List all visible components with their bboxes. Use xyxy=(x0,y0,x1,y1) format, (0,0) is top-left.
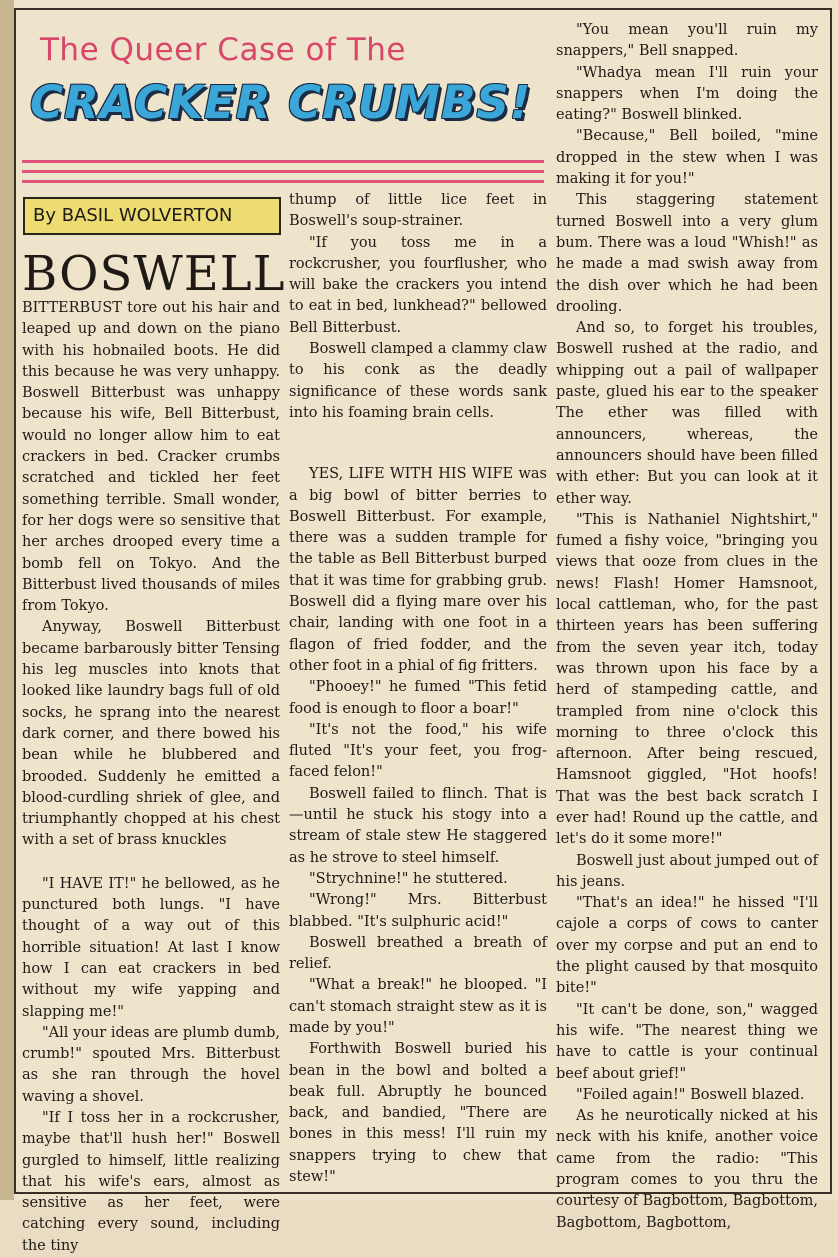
paragraph: Boswell just about jumped out of his jeans. xyxy=(556,852,818,890)
paragraph: Boswell breathed a breath of relief. xyxy=(289,934,547,973)
paragraph: "If you toss me in a rockcrusher, you fourflusher, who will bake the crackers you intend to eat in bed, lunkhead?" bellowed Bell Bitterbust. xyxy=(289,234,547,336)
text-column-3 xyxy=(556,20,818,1234)
paragraph: Boswell clamped a clammy claw to his conk as the deadly significance of these words sank into his foaming brain cells. xyxy=(289,341,547,421)
text-column-2 xyxy=(289,190,547,1188)
lead-word: BOSWELL xyxy=(22,246,286,302)
paragraph: "Phooey!" he fumed "This fetid food is enough to floor a boar!" xyxy=(289,679,547,717)
paragraph: This staggering statement turned Boswell into a very glum bum. There was a loud "Whish!" as he made a mad swish away from the dish over which he had been drooling. xyxy=(556,192,818,315)
paragraph: "Foiled again!" Boswell blazed. xyxy=(576,1086,805,1103)
paragraph: "That's an idea!" he hissed "I'll cajole a corps of cows to canter over my corpse and put an end to the plight caused by that mosquito bite!" xyxy=(556,895,818,997)
author-byline: By BASIL WOLVERTON xyxy=(23,197,281,235)
paragraph: "If I toss her in a rockcrusher, maybe that'll hush her!" Boswell gurgled to himself, little realizing that his wife's ears, almost as sensitive as her feet, were catching every sound, including the tiny xyxy=(22,1109,280,1254)
paragraph: Boswell failed to flinch. That is—until he stuck his stogy into a stream of stale stew He staggered as he strove to steel himself. xyxy=(289,785,547,866)
paragraph: "This is Nathaniel Nightshirt," fumed a fishy voice, "bringing you views that ooze from clues in the news! Flash! Homer Hamsnoot, local cattleman, who, for the past thirteen years has been suffering from the seven year itch, today was thrown upon his face by a herd of stampeding cattle, and trampled from nine o'clock this morning to three o'clock this afternoon. After being rescued, Hamsnoot giggled, "Hot hoofs! That was the best back scratch I ever had! Round up the cattle, and let's do it some more!" xyxy=(556,511,818,848)
paragraph: "What a break!" he blooped. "I can't stomach straight stew as it is made by you!" xyxy=(289,977,547,1036)
paragraph: "Because," Bell boiled, "mine dropped in the stew when I was making it for you!" xyxy=(556,128,818,188)
paragraph: BITTERBUST tore out his hair and leaped up and down on the piano with his hobnailed boots. He did this because he was very unhappy. Boswell Bitterbust was unhappy because his wife, Bell Bitterbust, would no longer allow him to eat crackers in bed. Cracker crumbs scratched and tickled her feet something terrible. Small wonder, for her dogs were so sensitive that her arches drooped every time a bomb fell on Tokyo. And the Bitterbust lived thousands of miles from Tokyo. xyxy=(22,300,280,615)
title-rule xyxy=(22,170,544,173)
paragraph: "Whadya mean I'll ruin your snappers when I'm doing the eating?" Boswell blinked. xyxy=(556,64,818,124)
paragraph: "It's not the food," his wife fluted "It's your feet, you frog-faced felon!" xyxy=(289,721,547,781)
text-column-1 xyxy=(22,298,280,1257)
paragraph: "You mean you'll ruin my snappers," Bell snapped. xyxy=(556,22,818,60)
title-rule xyxy=(22,180,544,183)
title-rule xyxy=(22,160,544,163)
paragraph: "I HAVE IT!" he bellowed, as he punctured both lungs. "I have thought of a way out of this horrible situation! At last I know how I can eat crackers in bed without my wife yapping and slapping me!" xyxy=(22,875,280,1020)
paragraph: "Wrong!" Mrs. Bitterbust blabbed. "It's sulphuric acid!" xyxy=(289,892,547,930)
page-edge xyxy=(0,0,14,1200)
story-title-top: The Queer Case of The xyxy=(40,32,406,68)
paragraph: thump of little lice feet in Boswell's soup-strainer. xyxy=(289,192,547,230)
story-title-logo: CRACKER CRUMBS! xyxy=(30,76,532,129)
paragraph: Forthwith Boswell buried his bean in the bowl and bolted a beak full. Abruptly he bounced back, and bandied, "There are bones in this mess! I'll ruin my snappers trying to chew that stew!" xyxy=(289,1041,547,1186)
paragraph: And so, to forget his troubles, Boswell rushed at the radio, and whipping out a pail of wallpaper paste, glued his ear to the speaker The ether was filled with announcers, whereas, the announcers should have been filled with ether: But you can look at it ether way. xyxy=(556,320,818,507)
section-lead-paragraph: YES, LIFE WITH HIS WIFE was a big bowl of bitter berries to Boswell Bitterbust. For example, there was a sudden trample for the table as Bell Bitterbust burped that it was time for grabbing grub. Boswell did a flying mare over his chair, landing with one foot in a flagon of fried fodder, and the other foot in a phial of fig fritters. xyxy=(289,466,547,674)
paragraph: "Strychnine!" he stuttered. xyxy=(309,870,508,887)
paragraph: "All your ideas are plumb dumb, crumb!" spouted Mrs. Bitterbust as she ran through the hovel waving a shovel. xyxy=(22,1024,280,1105)
paragraph: As he neurotically nicked at his neck with his knife, another voice came from the radio: "This program comes to you thru the courtesy of Bagbottom, Bagbottom, Bagbottom, Bagbottom, xyxy=(556,1108,818,1231)
paragraph: "It can't be done, son," wagged his wife. "The nearest thing we have to cattle is your continual beef about grief!" xyxy=(556,1001,818,1082)
paragraph: Anyway, Boswell Bitterbust became barbarously bitter Tensing his leg muscles into knots that looked like laundry bags full of old socks, he sprang into the nearest dark corner, and there bowed his bean while he blubbered and brooded. Suddenly he emitted a blood-curdling shriek of glee, and triumphantly chopped at his chest with a set of brass knuckles xyxy=(22,619,280,849)
